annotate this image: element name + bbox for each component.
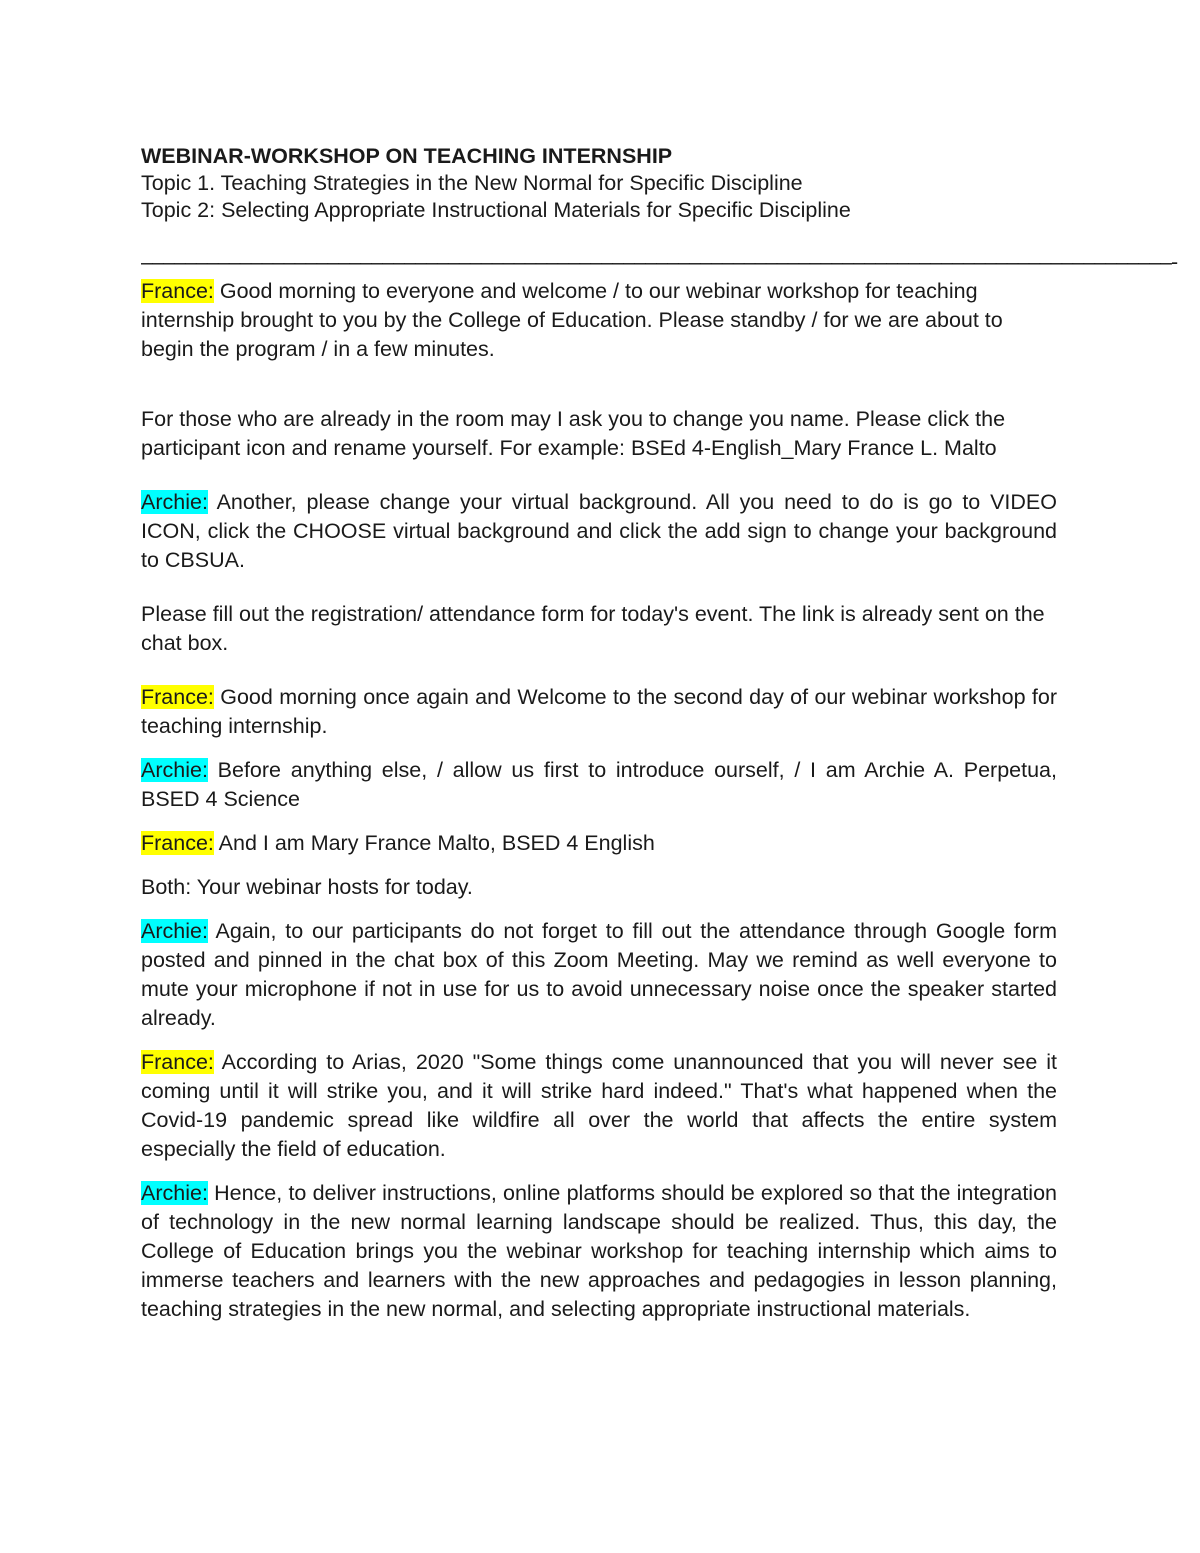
script-line (141, 488, 1057, 575)
speaker-label-france: France: (141, 685, 214, 709)
speaker-label-archie: Archie: (141, 758, 208, 782)
script-text: Good morning to everyone and welcome / to our webinar workshop for teaching internship brought to you by the College of Education. Please standby / for we are about to begin the program / in a few minutes. (141, 279, 1003, 361)
script-text: Please fill out the registration/ attendance form for today's event. The link is already sent on the chat box. (141, 602, 1045, 655)
script-line (141, 600, 1057, 658)
script-text: According to Arias, 2020 "Some things come unannounced that you will never see it coming until it will strike you, and it will strike hard indeed." That's what happened when the Covid-19 pandemic spread like wildfire all over the world that affects the entire system especially the field of education. (141, 1050, 1057, 1161)
script-line (141, 405, 1057, 463)
script-text: And I am Mary France Malto, BSED 4 English (213, 831, 655, 855)
speaker-label-france: France: (141, 1050, 214, 1074)
speaker-label-france: France: (141, 279, 214, 303)
divider-rule: ––––––––––––––––––––––––––––––––––––––––––––––––––––––––––––––––––––––––––––––––––––––––––––––- (141, 250, 1178, 274)
script-text: Hence, to deliver instructions, online platforms should be explored so that the integration of technology in the new normal learning landscape should be realized. Thus, this day, the College of Education brings you the webinar workshop for teaching internship which aims to immerse teachers and learners with the new approaches and pedagogies in lesson planning, teaching strategies in the new normal, and selecting appropriate instructional materials. (141, 1181, 1057, 1321)
script-line (141, 873, 1057, 902)
topic-2: Topic 2: Selecting Appropriate Instructional Materials for Specific Discipline (141, 198, 851, 222)
topic-1: Topic 1. Teaching Strategies in the New Normal for Specific Discipline (141, 171, 803, 195)
script-line (141, 917, 1057, 1033)
document-title: WEBINAR-WORKSHOP ON TEACHING INTERNSHIP (141, 144, 673, 168)
speaker-label-archie: Archie: (141, 1181, 208, 1205)
script-text: Again, to our participants do not forget to fill out the attendance through Google form posted and pinned in the chat box of this Zoom Meeting. May we remind as well everyone to mute your microphone if not in use for us to avoid unnecessary noise once the speaker started already. (141, 919, 1057, 1030)
speaker-label-france: France: (141, 831, 214, 855)
speaker-label-archie: Archie: (141, 490, 208, 514)
script-text: Both: Your webinar hosts for today. (141, 875, 473, 899)
script-text: Good morning once again and Welcome to the second day of our webinar workshop for teaching internship. (141, 685, 1057, 738)
script-line (141, 1048, 1057, 1164)
script-text: For those who are already in the room may I ask you to change you name. Please click the participant icon and rename yourself. For example: BSEd 4-English_Mary France L. Malto (141, 407, 1006, 460)
script-line (141, 756, 1057, 814)
script-line (141, 1179, 1057, 1324)
script-text: Before anything else, / allow us first to introduce ourself, / I am Archie A. Perpetua, BSED 4 Science (141, 758, 1057, 811)
script-line (141, 683, 1057, 741)
script-line (141, 829, 1057, 858)
document-body (141, 142, 1178, 1324)
script-text: Another, please change your virtual background. All you need to do is go to VIDEO ICON, click the CHOOSE virtual background and click the add sign to change your background to CBSUA. (141, 490, 1057, 572)
speaker-label-archie: Archie: (141, 919, 208, 943)
script-line (141, 277, 1057, 364)
